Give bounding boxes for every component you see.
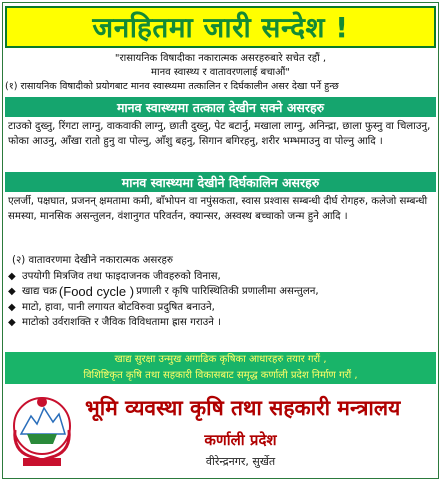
section-longterm-effects-heading bbox=[5, 172, 436, 192]
province-name: कर्णाली प्रदेश bbox=[204, 431, 277, 449]
banner-line-2: विशिष्टिकृत कृषि तथा सहकारी विकासबाट समृद्ध कर्णाली प्रदेश निर्माण गरौं , bbox=[83, 370, 358, 381]
environment-effects bbox=[8, 253, 434, 331]
office-address: वीरेन्द्रनगर, सुर्खेत bbox=[205, 455, 276, 468]
longterm-effects-text: एलर्जी, पक्षघात, प्रजनन् क्षमतामा कमी, बाँभोपन वा नपुंसकता, स्वास प्रश्वास सम्बन्धी दीर्घ रोगहरु, कलेजो सम्बन्धी समस्या, मानसिक असन्तुलन, वंशानुगत परिवर्तन, क्यान्सर, अस्वस्थ बच्चाको जन्म हुने आदि । bbox=[8, 196, 428, 222]
diamond-bullet-icon: ◆ bbox=[8, 286, 16, 297]
list-item: ◆ माटो, हावा, पानी लगायत बोटविरुवा प्रदुषित बनाउने, bbox=[8, 300, 434, 316]
diamond-bullet-icon: ◆ bbox=[8, 301, 16, 313]
list-item: ◆ माटोको उर्वराशक्ति र जैविक विविधतामा ह्रास गराउने । bbox=[8, 315, 434, 331]
list-item: ◆ उपयोगी मित्रजिव तथा फाइदाजनक जीवहरुको विनास, bbox=[8, 269, 434, 285]
slogan-banner bbox=[5, 352, 436, 384]
section-immediate-effects-heading bbox=[5, 97, 436, 117]
immediate-effects-text: टाउको दुख्नु, रिंगटा लाग्नु, वाकवाकी लाग्नु, छाती दुख्नु, पेट बटार्नु, मखाला लाग्नु, अनिन्द्रा, छाला फुस्नु वा चिलाउनु, फोका आउनु, आँखा रातो हुनु वा पोल्नु, आँशु बहनु, सिगान बगिरहनु, शरीर भम्भमाउनु वा पोल्नु आदि । bbox=[8, 121, 431, 147]
banner-line-1: खाद्य सुरक्षा उन्मुख अगाढिक कृषिका आधारहरु तयार गरौं , bbox=[114, 354, 327, 365]
section-longterm-effects-heading-text: मानव स्वास्थ्यमा देखीने दिर्घकालिन असरहरु bbox=[121, 174, 320, 190]
ministry-name: भूमि व्यवस्था कृषि तथा सहकारी मन्त्रालय bbox=[85, 396, 401, 420]
list-item: ◆ खाद्य चक्र (Food cycle ) प्रणाली र कृषि पारिस्थितिकी प्रणालीमा असन्तुलन, bbox=[8, 284, 319, 299]
section-immediate-effects-heading-text: मानव स्वास्थ्यमा तत्काल देखीन सक्ने असरहरु bbox=[116, 99, 325, 115]
environment-heading: (२) वातावरणमा देखीने नकारात्मक असरहरु bbox=[12, 255, 173, 266]
intro-statement: (१) रासायनिक विषादीको प्रयोगबाट मानव स्वास्थ्यमा तत्कालिन र दिर्घकालीन असर देखा पर्ने हुन्छ bbox=[5, 81, 339, 92]
diamond-bullet-icon: ◆ bbox=[8, 317, 16, 328]
slogan-block bbox=[5, 52, 436, 94]
ministry-footer bbox=[5, 386, 436, 476]
food-cycle-term: (Food cycle ) bbox=[58, 284, 135, 299]
notice-title bbox=[5, 6, 436, 48]
notice-title-text: जनहितमा जारी सन्देश ! bbox=[92, 11, 349, 44]
diamond-bullet-icon: ◆ bbox=[8, 270, 16, 282]
slogan-line-2: मानव स्वास्थ्य र वातावरणलाई बचाऔं" bbox=[151, 67, 290, 78]
slogan-line-1: "रासायनिक विषादीका नकारात्मक असरहरुबारे सचेत रहौं , bbox=[114, 53, 327, 64]
